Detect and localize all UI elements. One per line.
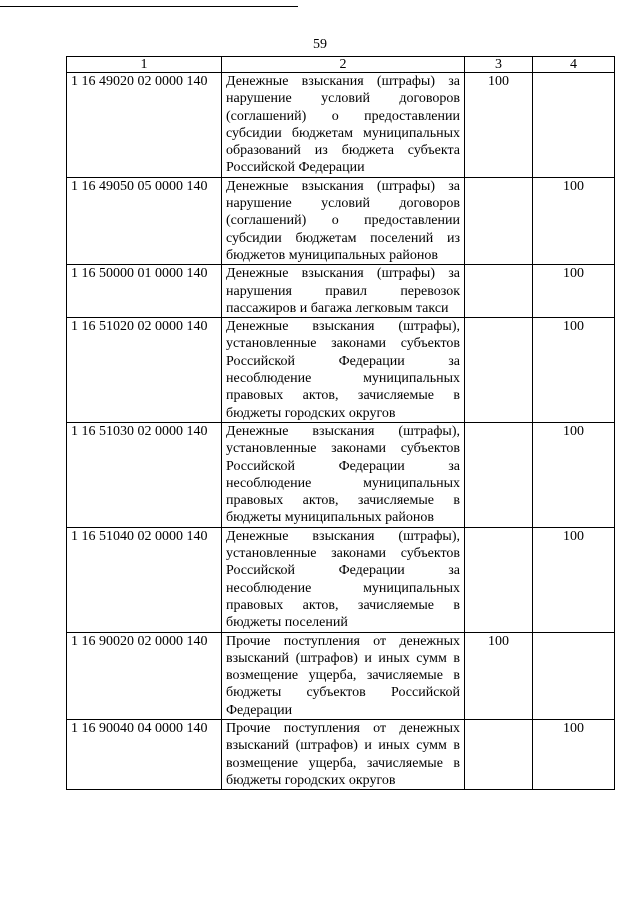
page-number: 59 [313,37,327,52]
table-row [67,527,615,632]
row-description: Прочие поступления от денежных взысканий (штрафов) и иных сумм в возмещение ущерба, зачисляемые в бюджеты городских округов [222,719,465,789]
row-column-3-value [465,177,533,264]
row-description: Денежные взыскания (штрафы), установленные законами субъектов Российской Федерации за несоблюдение муниципальных правовых актов, зачисляемые в бюджеты поселений [222,527,465,632]
row-column-4-value: 100 [533,422,615,527]
row-column-4-value: 100 [533,177,615,264]
row-column-3-value [465,719,533,789]
row-description: Денежные взыскания (штрафы) за нарушение условий договоров (соглашений) о предоставлении субсидии бюджетам муниципальных образований из бюджета субъекта Российской Федерации [222,73,465,178]
revenue-codes-table [66,56,615,790]
column-header-1: 1 [67,57,222,73]
row-description: Денежные взыскания (штрафы), установленные законами субъектов Российской Федерации за несоблюдение муниципальных правовых актов, зачисляемые в бюджеты муниципальных районов [222,422,465,527]
table-row [67,422,615,527]
row-column-4-value: 100 [533,719,615,789]
table-row [67,719,615,789]
row-code: 1 16 51040 02 0000 140 [67,527,222,632]
row-description: Прочие поступления от денежных взысканий (штрафов) и иных сумм в возмещение ущерба, зачисляемые в бюджеты субъектов Российской Федерации [222,632,465,719]
column-header-2: 2 [222,57,465,73]
row-column-4-value [533,73,615,178]
row-column-3-value [465,265,533,318]
table-header-row [67,57,615,73]
row-code: 1 16 90020 02 0000 140 [67,632,222,719]
table-row [67,632,615,719]
row-description: Денежные взыскания (штрафы), установленные законами субъектов Российской Федерации за несоблюдение муниципальных правовых актов, зачисляемые в бюджеты городских округов [222,318,465,423]
row-description: Денежные взыскания (штрафы) за нарушение условий договоров (соглашений) о предоставлении субсидии бюджетам поселений из бюджетов муниципальных районов [222,177,465,264]
top-rule [0,6,298,7]
column-header-4: 4 [533,57,615,73]
column-header-3: 3 [465,57,533,73]
row-column-4-value [533,632,615,719]
table-row [67,73,615,178]
row-column-3-value [465,318,533,423]
table-body [67,73,615,790]
row-column-3-value [465,527,533,632]
row-description: Денежные взыскания (штрафы) за нарушения правил перевозок пассажиров и багажа легковым такси [222,265,465,318]
row-column-4-value: 100 [533,265,615,318]
row-code: 1 16 90040 04 0000 140 [67,719,222,789]
row-code: 1 16 49020 02 0000 140 [67,73,222,178]
row-code: 1 16 51030 02 0000 140 [67,422,222,527]
table-row [67,265,615,318]
row-column-3-value: 100 [465,632,533,719]
table-row [67,177,615,264]
row-column-4-value: 100 [533,527,615,632]
row-column-3-value [465,422,533,527]
row-column-3-value: 100 [465,73,533,178]
row-code: 1 16 49050 05 0000 140 [67,177,222,264]
row-code: 1 16 51020 02 0000 140 [67,318,222,423]
row-column-4-value: 100 [533,318,615,423]
table-row [67,318,615,423]
row-code: 1 16 50000 01 0000 140 [67,265,222,318]
